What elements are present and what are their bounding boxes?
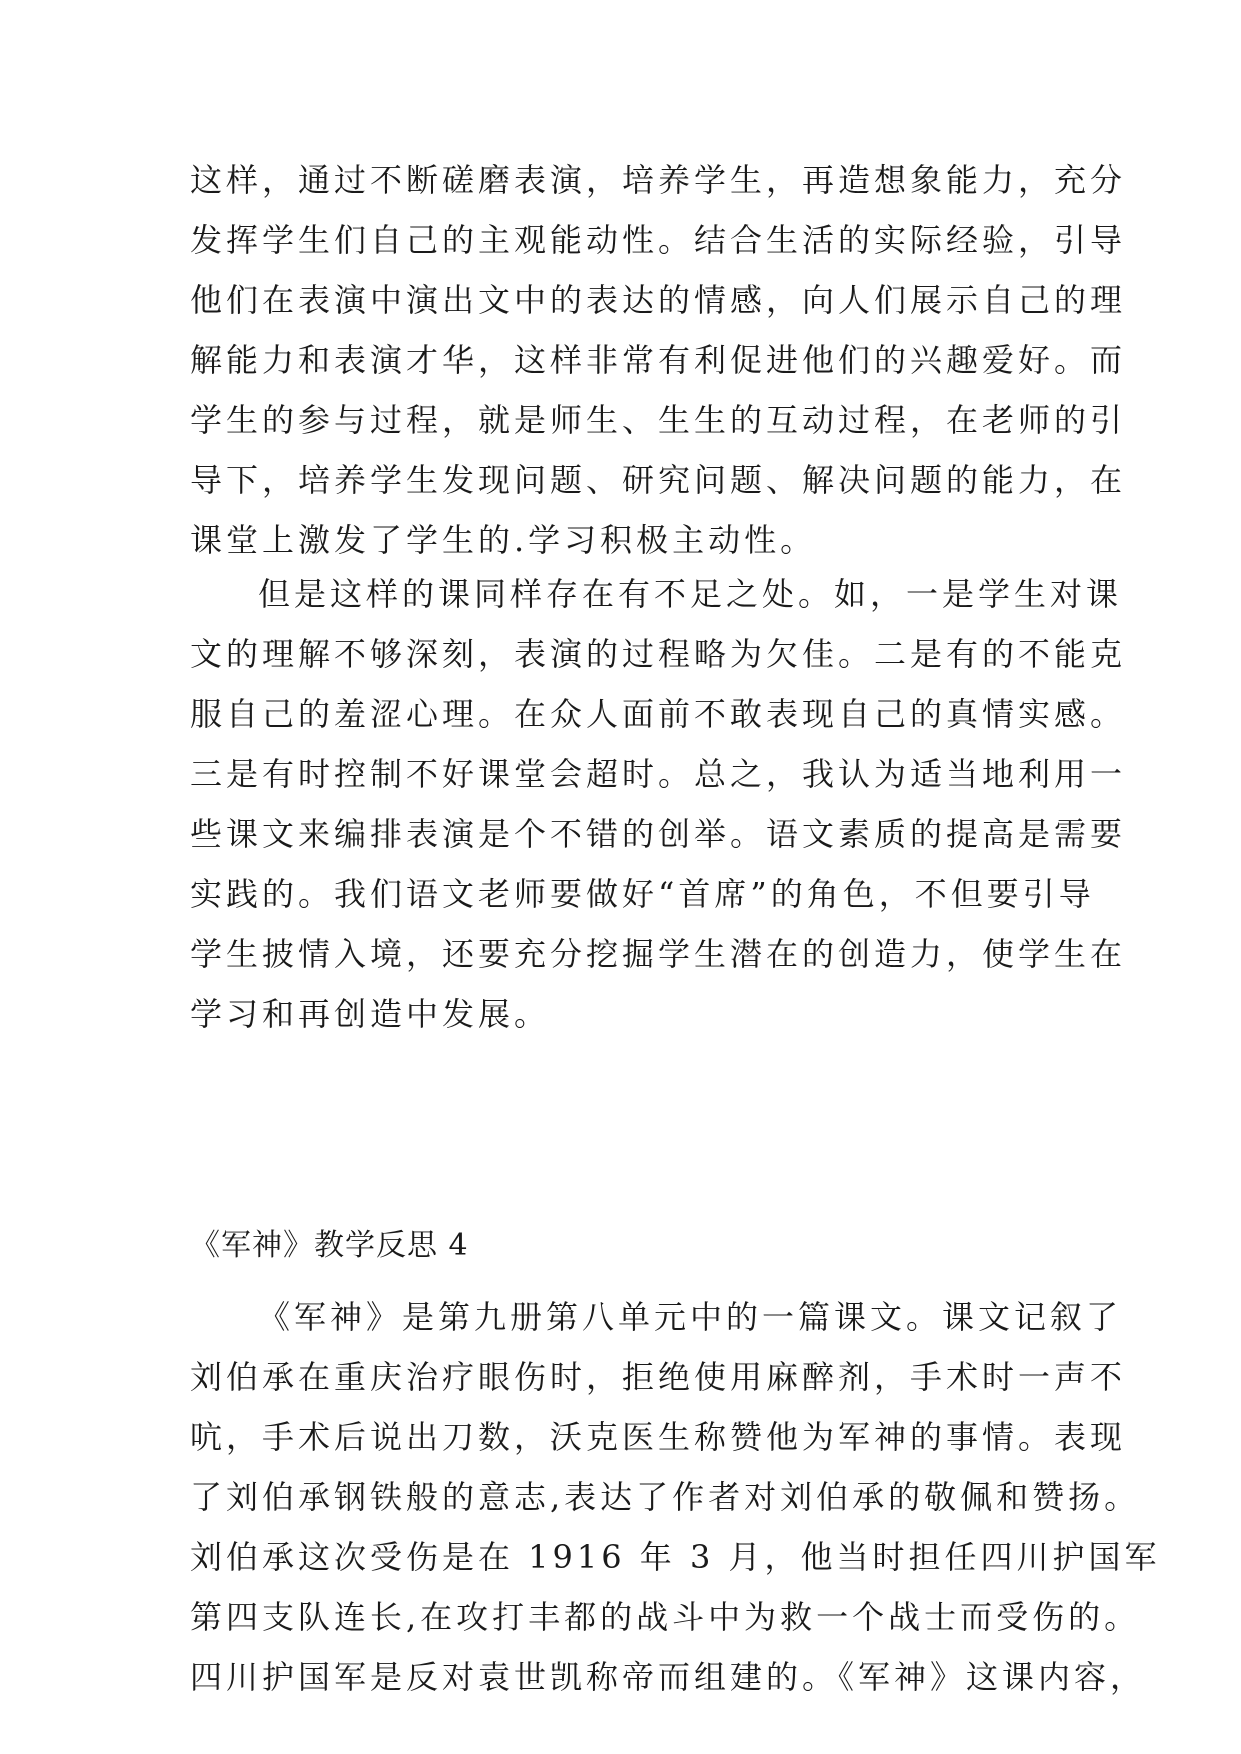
- text-line: 课堂上激发了学生的.学习积极主动性。: [190, 521, 817, 559]
- text-line: 他们在表演中演出文中的表达的情感，向人们展示自己的理: [190, 281, 1127, 319]
- text-line: 学习和再创造中发展。: [190, 995, 551, 1033]
- text-line: 《军神》是第九册第八单元中的一篇课文。课文记叙了: [258, 1298, 1123, 1336]
- text-line: 三是有时控制不好课堂会超时。总之，我认为适当地利用一: [190, 755, 1127, 793]
- text-line: 些课文来编排表演是个不错的创举。语文素质的提高是需要: [190, 815, 1127, 853]
- text-line: 服自己的羞涩心理。在众人面前不敢表现自己的真情实感。: [190, 695, 1127, 733]
- paragraph-junshen-intro: [190, 1287, 1161, 1707]
- text-line: 学生披情入境，还要充分挖掘学生潜在的创造力，使学生在: [190, 935, 1127, 973]
- text-line: 了刘伯承钢铁般的意志,表达了作者对刘伯承的敬佩和赞扬。: [190, 1478, 1141, 1516]
- text-line: 但是这样的课同样存在有不足之处。如，一是学生对课: [258, 575, 1123, 613]
- text-line: 实践的。我们语文老师要做好“首席”的角色，不但要引导: [190, 875, 1095, 913]
- text-line: 文的理解不够深刻，表演的过程略为欠佳。二是有的不能克: [190, 635, 1127, 673]
- text-line: 发挥学生们自己的主观能动性。结合生活的实际经验，引导: [190, 221, 1127, 259]
- section-heading: 《军神》教学反思 4: [190, 1228, 469, 1263]
- text-line: 解能力和表演才华，这样非常有利促进他们的兴趣爱好。而: [190, 341, 1127, 379]
- paragraph-performance-benefits: [190, 150, 1127, 570]
- text-line: 导下，培养学生发现问题、研究问题、解决问题的能力，在: [190, 461, 1127, 499]
- text-line: 学生的参与过程，就是师生、生生的互动过程，在老师的引: [190, 401, 1127, 439]
- text-line: 四川护国军是反对袁世凯称帝而组建的。《军神》这课内容，: [190, 1658, 1147, 1696]
- text-line: 吭，手术后说出刀数，沃克医生称赞他为军神的事情。表现: [190, 1418, 1127, 1456]
- text-line: 刘伯承这次受伤是在 1916 年 3 月，他当时担任四川护国军: [190, 1538, 1161, 1576]
- text-line: 刘伯承在重庆治疗眼伤时，拒绝使用麻醉剂，手术时一声不: [190, 1358, 1127, 1396]
- text-line: 这样，通过不断磋磨表演，培养学生，再造想象能力，充分: [190, 161, 1127, 199]
- paragraph-shortcomings: [190, 564, 1127, 1044]
- text-line: 第四支队连长,在攻打丰都的战斗中为救一个战士而受伤的。: [190, 1598, 1141, 1636]
